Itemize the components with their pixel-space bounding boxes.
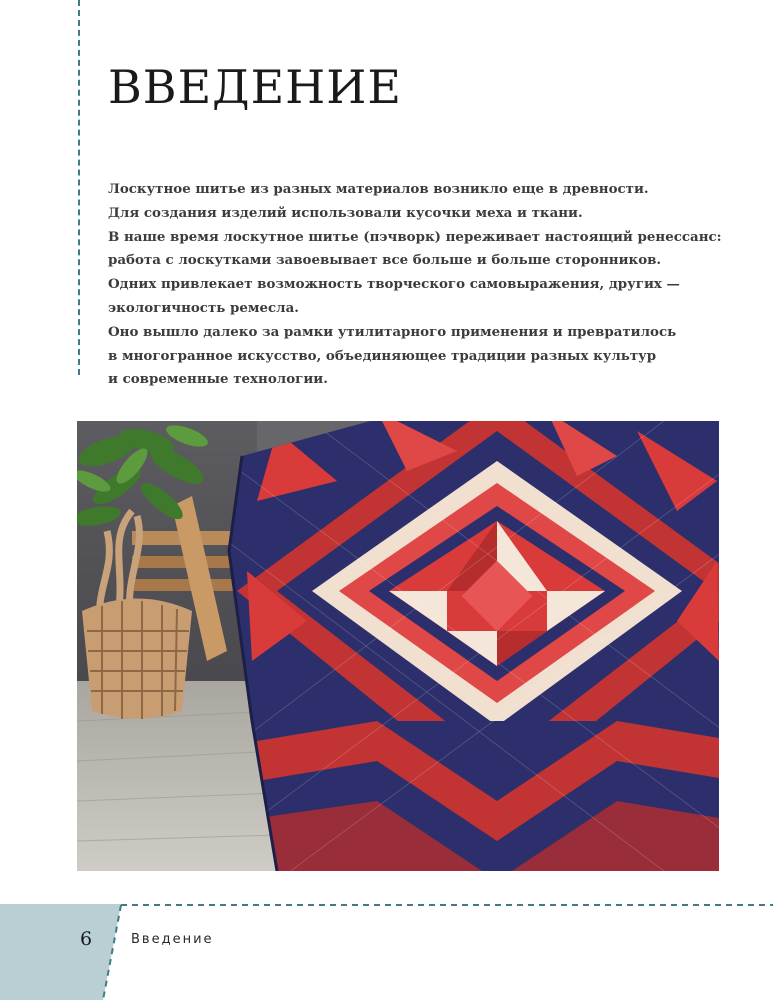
intro-line: в многогранное искусство, объединяющее традиции разных культур xyxy=(108,347,657,364)
running-footer-section: Введение xyxy=(131,932,214,947)
quilt-photo xyxy=(77,421,719,871)
quilt-illustration xyxy=(77,421,719,871)
intro-line: В наше время лоскутное шитье (пэчворк) переживает настоящий ренессанс: xyxy=(108,228,722,245)
page-title: ВВЕДЕНИЕ xyxy=(108,60,402,114)
page-number: 6 xyxy=(80,928,93,950)
intro-line: работа с лоскутками завоевывает все больше и больше сторонников. xyxy=(108,252,662,269)
intro-line: Лоскутное шитье из разных материалов возникло еще в древности. xyxy=(108,181,649,197)
footer-decoration xyxy=(0,904,773,1000)
intro-line: и современные технологии. xyxy=(108,371,328,388)
stitch-line-left xyxy=(78,0,80,375)
intro-line: экологичность ремесла. xyxy=(108,299,299,316)
page-footer xyxy=(0,904,773,1000)
intro-line: Оно вышло далеко за рамки утилитарного применения и превратилось xyxy=(108,323,677,340)
intro-line: Одних привлекает возможность творческого самовыражения, других — xyxy=(108,276,680,293)
intro-line: Для создания изделий использовали кусочки меха и ткани. xyxy=(108,204,583,221)
intro-paragraph xyxy=(108,178,728,392)
